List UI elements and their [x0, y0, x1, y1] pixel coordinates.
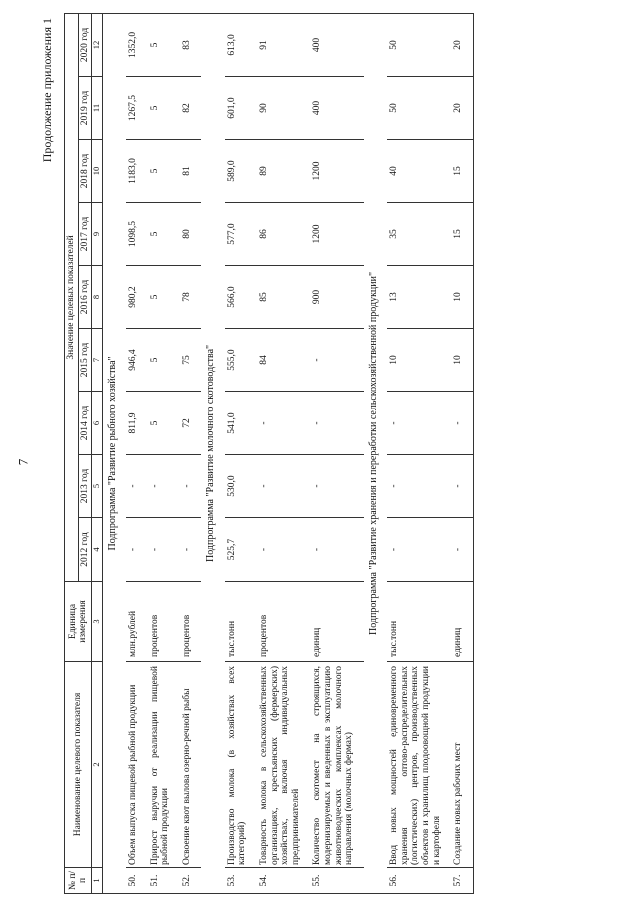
indicator-value: 577,0	[225, 203, 257, 266]
row-number: 55.	[310, 868, 364, 894]
indicator-name: Товарность молока в сельскохозяйственных организациях, крестьянских (фермерских) хозяйствах, включая индивидуальных предпринимателей	[257, 662, 311, 868]
table-body	[102, 13, 473, 893]
header-column-number: 2	[92, 662, 103, 868]
indicator-value: 541,0	[225, 392, 257, 455]
indicator-name: Ввод новых мощностей единовременного хранения оптово-распределительных (логистических) центров, производственных объектов и хранилищ плодоовощной продукции и картофеля	[387, 662, 451, 868]
indicator-value: 5	[148, 392, 180, 455]
table-row	[451, 13, 473, 893]
indicator-value: 10	[387, 329, 451, 392]
indicator-value: -	[257, 518, 311, 582]
indicator-value: -	[180, 455, 202, 518]
row-number: 54.	[257, 868, 311, 894]
subprogram-row	[102, 13, 126, 893]
indicator-value: 84	[257, 329, 311, 392]
indicator-value: -	[310, 518, 364, 582]
row-number: 51.	[148, 868, 180, 894]
table-row	[387, 13, 451, 893]
continuation-label: Продолжение приложения 1	[40, 18, 54, 163]
indicator-value: -	[180, 518, 202, 582]
header-column-number: 12	[92, 13, 103, 76]
subprogram-title: Подпрограмма "Развитие молочного скотоводства"	[201, 13, 224, 893]
table-row	[225, 13, 257, 893]
indicator-unit: процентов	[180, 582, 202, 662]
indicator-value: 1098,5	[126, 203, 148, 266]
table-row	[310, 13, 364, 893]
row-number: 50.	[126, 868, 148, 894]
indicator-value: 13	[387, 266, 451, 329]
indicator-unit: единиц	[451, 582, 473, 662]
indicator-value: 613,0	[225, 13, 257, 76]
header-column-number: 3	[92, 582, 103, 662]
subprogram-title: Подпрограмма "Развитие рыбного хозяйства"	[102, 13, 126, 893]
header-unit: Единица измерения	[65, 582, 92, 662]
indicator-value: 5	[148, 266, 180, 329]
indicator-unit: процентов	[148, 582, 180, 662]
indicator-value: -	[257, 455, 311, 518]
subprogram-title: Подпрограмма "Развитие хранения и переработки сельскохозяйственной продукции"	[364, 13, 387, 893]
header-year: 2017 год	[78, 203, 92, 266]
indicator-unit: млн.рублей	[126, 582, 148, 662]
indicator-value: -	[387, 392, 451, 455]
indicator-value: 40	[387, 140, 451, 203]
indicator-value: 980,2	[126, 266, 148, 329]
indicator-value: -	[126, 518, 148, 582]
indicator-value: 90	[257, 77, 311, 140]
indicator-value: 530,0	[225, 455, 257, 518]
indicator-name: Производство молока (в хозяйствах всех категорий)	[225, 662, 257, 868]
page-number: 7	[15, 458, 31, 466]
indicator-value: 20	[451, 77, 473, 140]
header-year: 2012 год	[78, 518, 92, 582]
header-year: 2013 год	[78, 455, 92, 518]
indicator-unit: тыс.тонн	[225, 582, 257, 662]
header-year: 2019 год	[78, 77, 92, 140]
indicator-value: -	[387, 518, 451, 582]
header-column-number: 11	[92, 77, 103, 140]
indicator-value: 20	[451, 13, 473, 76]
indicator-value: 50	[387, 13, 451, 76]
header-num: № п/п	[65, 868, 92, 894]
indicator-value: 5	[148, 140, 180, 203]
indicator-value: 811,9	[126, 392, 148, 455]
indicator-value: -	[257, 392, 311, 455]
indicator-value: 15	[451, 140, 473, 203]
header-year: 2018 год	[78, 140, 92, 203]
header-year: 2020 год	[78, 13, 92, 76]
indicator-value: 1352,0	[126, 13, 148, 76]
target-indicators-table	[64, 13, 474, 894]
indicator-value: -	[451, 455, 473, 518]
header-year: 2016 год	[78, 266, 92, 329]
indicator-value: 1267,5	[126, 77, 148, 140]
header-column-number: 5	[92, 455, 103, 518]
indicator-value: 78	[180, 266, 202, 329]
indicator-value: 1200	[310, 140, 364, 203]
indicator-value: 946,4	[126, 329, 148, 392]
indicator-value: 1183,0	[126, 140, 148, 203]
indicator-value: 83	[180, 13, 202, 76]
header-year: 2015 год	[78, 329, 92, 392]
indicator-value: 10	[451, 329, 473, 392]
indicator-value: -	[387, 455, 451, 518]
indicator-name: Прирост выручки от реализации пищевой рыбной продукции	[148, 662, 180, 868]
indicator-value: 5	[148, 13, 180, 76]
indicator-value: 81	[180, 140, 202, 203]
indicator-value: 1200	[310, 203, 364, 266]
indicator-value: -	[451, 392, 473, 455]
header-column-number: 9	[92, 203, 103, 266]
table-row	[148, 13, 180, 893]
table-row	[126, 13, 148, 893]
header-values-group: Значение целевых показателей	[65, 13, 79, 581]
indicator-value: 82	[180, 77, 202, 140]
indicator-value: 400	[310, 13, 364, 76]
indicator-name: Объем выпуска пищевой рыбной продукции	[126, 662, 148, 868]
indicator-value: 566,0	[225, 266, 257, 329]
row-number: 53.	[225, 868, 257, 894]
indicator-value: 86	[257, 203, 311, 266]
header-column-number: 7	[92, 329, 103, 392]
indicator-value: 91	[257, 13, 311, 76]
indicator-value: 15	[451, 203, 473, 266]
subprogram-row	[201, 13, 224, 893]
indicator-value: 72	[180, 392, 202, 455]
indicator-value: -	[310, 329, 364, 392]
indicator-value: 601,0	[225, 77, 257, 140]
table-row	[257, 13, 311, 893]
indicator-value: 525,7	[225, 518, 257, 582]
indicator-value: 400	[310, 77, 364, 140]
header-column-numbers-row	[92, 13, 103, 893]
indicator-value: -	[148, 455, 180, 518]
header-name: Наименование целевого показателя	[65, 662, 92, 868]
indicator-value: 5	[148, 329, 180, 392]
rotated-table-sheet	[40, 10, 600, 894]
indicator-value: -	[451, 518, 473, 582]
row-number: 57.	[451, 868, 473, 894]
indicator-value: 89	[257, 140, 311, 203]
indicator-value: 589,0	[225, 140, 257, 203]
indicator-value: 555,0	[225, 329, 257, 392]
indicator-name: Создание новых рабочих мест	[451, 662, 473, 868]
header-year: 2014 год	[78, 392, 92, 455]
indicator-unit: единиц	[310, 582, 364, 662]
header-column-number: 8	[92, 266, 103, 329]
indicator-value: 5	[148, 203, 180, 266]
row-number: 52.	[180, 868, 202, 894]
row-number: 56.	[387, 868, 451, 894]
indicator-value: -	[310, 392, 364, 455]
indicator-value: 35	[387, 203, 451, 266]
indicator-value: 80	[180, 203, 202, 266]
indicator-value: 900	[310, 266, 364, 329]
indicator-value: -	[310, 455, 364, 518]
indicator-value: 75	[180, 329, 202, 392]
header-column-number: 6	[92, 392, 103, 455]
header-column-number: 4	[92, 518, 103, 582]
indicator-unit: процентов	[257, 582, 311, 662]
indicator-name: Количество скотомест на строящихся, модернизируемых и введенных в эксплуатацию животноводческих комплексах молочного направления (молочных фермах)	[310, 662, 364, 868]
indicator-value: 50	[387, 77, 451, 140]
indicator-unit: тыс.тонн	[387, 582, 451, 662]
indicator-value: 5	[148, 77, 180, 140]
table-row	[180, 13, 202, 893]
indicator-value: -	[126, 455, 148, 518]
header-column-number: 1	[92, 868, 103, 894]
subprogram-row	[364, 13, 387, 893]
header-column-number: 10	[92, 140, 103, 203]
indicator-value: 10	[451, 266, 473, 329]
indicator-name: Освоение квот вылова озерно-речной рыбы	[180, 662, 202, 868]
indicator-value: 85	[257, 266, 311, 329]
indicator-value: -	[148, 518, 180, 582]
